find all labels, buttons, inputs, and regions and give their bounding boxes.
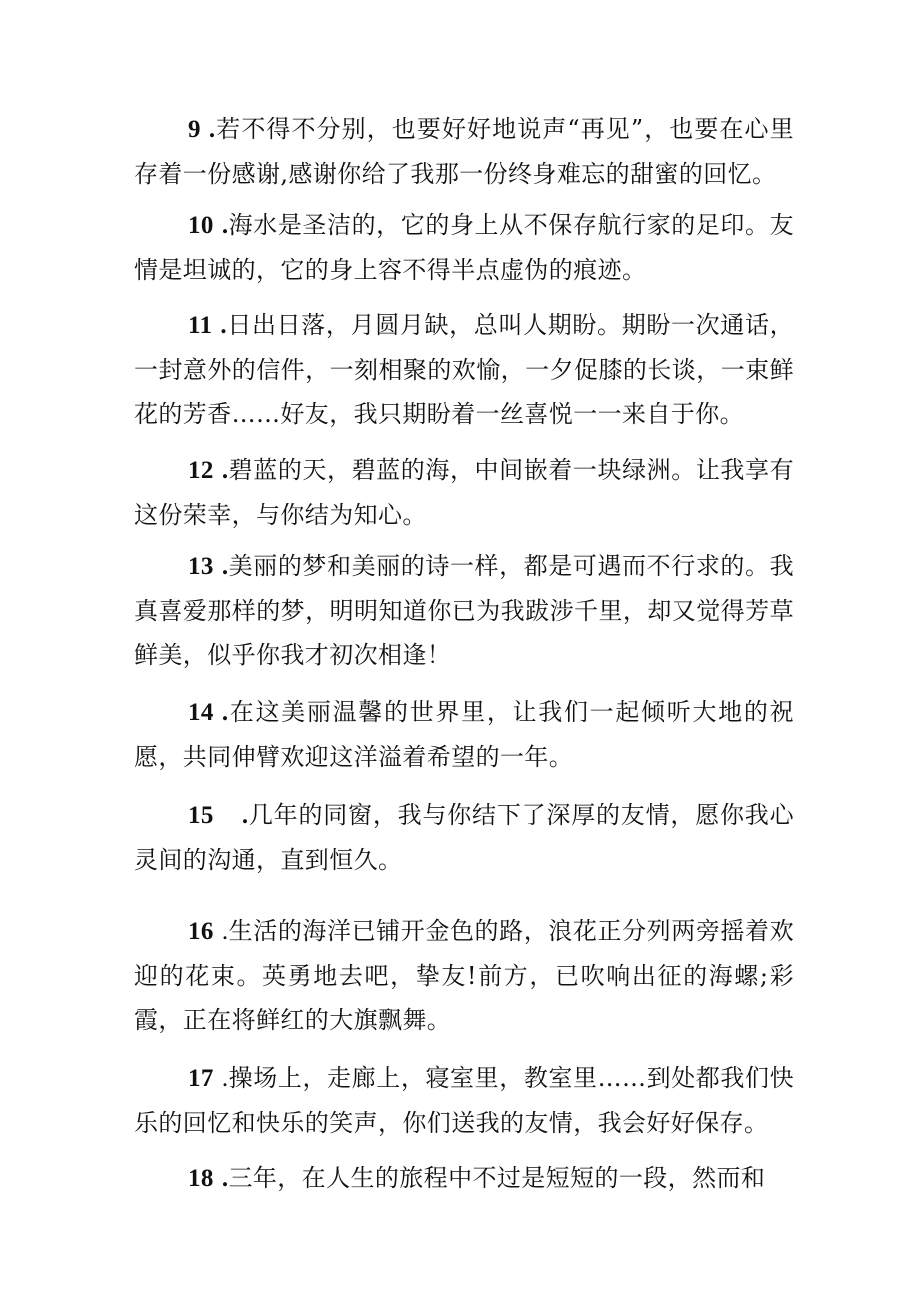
item-text: 生活的海洋已铺开金色的路，浪花正分列两旁摇着欢迎的花束。英勇地去吧，挚友!前方，已吹响出征的海螺;彩霞，正在将鲜红的大旗飘舞。 bbox=[134, 917, 794, 1034]
list-item-11 bbox=[134, 303, 794, 436]
item-number: 14 bbox=[188, 699, 214, 726]
item-number: 11 bbox=[188, 312, 213, 339]
list-item-18 bbox=[134, 1156, 794, 1201]
item-text: 若不得不分别，也要好好地说声“再见”，也要在心里存着一份感谢,感谢你给了我那一份终身难忘的甜蜜的回忆。 bbox=[134, 115, 794, 188]
item-separator: . bbox=[241, 802, 249, 829]
item-separator: . bbox=[221, 918, 229, 945]
item-text: 在这美丽温馨的世界里，让我们一起倾听大地的祝愿，共同伸臂欢迎这洋溢着希望的一年。 bbox=[134, 698, 794, 771]
list-item-12 bbox=[134, 448, 794, 537]
item-text: 三年，在人生的旅程中不过是短短的一段，然而和 bbox=[228, 1164, 766, 1192]
item-text: 碧蓝的天，碧蓝的海，中间嵌着一块绿洲。让我享有这份荣幸，与你结为知心。 bbox=[134, 456, 794, 529]
item-separator: . bbox=[208, 116, 216, 143]
item-separator: . bbox=[221, 1065, 229, 1092]
list-item-13 bbox=[134, 544, 794, 677]
list-item-17 bbox=[134, 1056, 794, 1145]
list-item-14 bbox=[134, 690, 794, 779]
list-item-10 bbox=[134, 203, 794, 292]
item-number: 10 bbox=[188, 212, 214, 239]
item-separator: . bbox=[221, 457, 229, 484]
item-text: 海水是圣洁的，它的身上从不保存航行家的足印。友情是坦诚的，它的身上容不得半点虚伪的痕迹。 bbox=[134, 211, 794, 284]
item-text: 日出日落，月圆月缺，总叫人期盼。期盼一次通话，一封意外的信件，一刻相聚的欢愉，一夕促膝的长谈，一束鲜花的芳香……好友，我只期盼着一丝喜悦一一来自于你。 bbox=[134, 311, 794, 428]
item-number: 15 bbox=[188, 802, 214, 829]
item-separator: . bbox=[221, 699, 229, 726]
list-item-9 bbox=[134, 107, 794, 196]
item-text: 几年的同窗，我与你结下了深厚的友情，愿你我心灵间的沟通，直到恒久。 bbox=[134, 801, 794, 874]
item-number: 9 bbox=[188, 116, 201, 143]
item-number: 16 bbox=[188, 918, 214, 945]
item-separator: . bbox=[221, 212, 229, 239]
item-separator: . bbox=[221, 1165, 229, 1192]
list-item-15 bbox=[134, 793, 794, 882]
item-number: 17 bbox=[188, 1065, 214, 1092]
item-text: 美丽的梦和美丽的诗一样，都是可遇而不行求的。我真喜爱那样的梦，明明知道你已为我跋涉千里，却又觉得芳草鲜美，似乎你我才初次相逢！ bbox=[134, 552, 794, 669]
item-separator: . bbox=[220, 312, 228, 339]
item-separator: . bbox=[221, 553, 229, 580]
item-number: 12 bbox=[188, 457, 214, 484]
item-number: 18 bbox=[188, 1165, 214, 1192]
list-item-16 bbox=[134, 909, 794, 1042]
item-text: 操场上，走廊上，寝室里，教室里……到处都我们快乐的回忆和快乐的笑声，你们送我的友情，我会好好保存。 bbox=[134, 1064, 794, 1137]
item-number: 13 bbox=[188, 553, 214, 580]
